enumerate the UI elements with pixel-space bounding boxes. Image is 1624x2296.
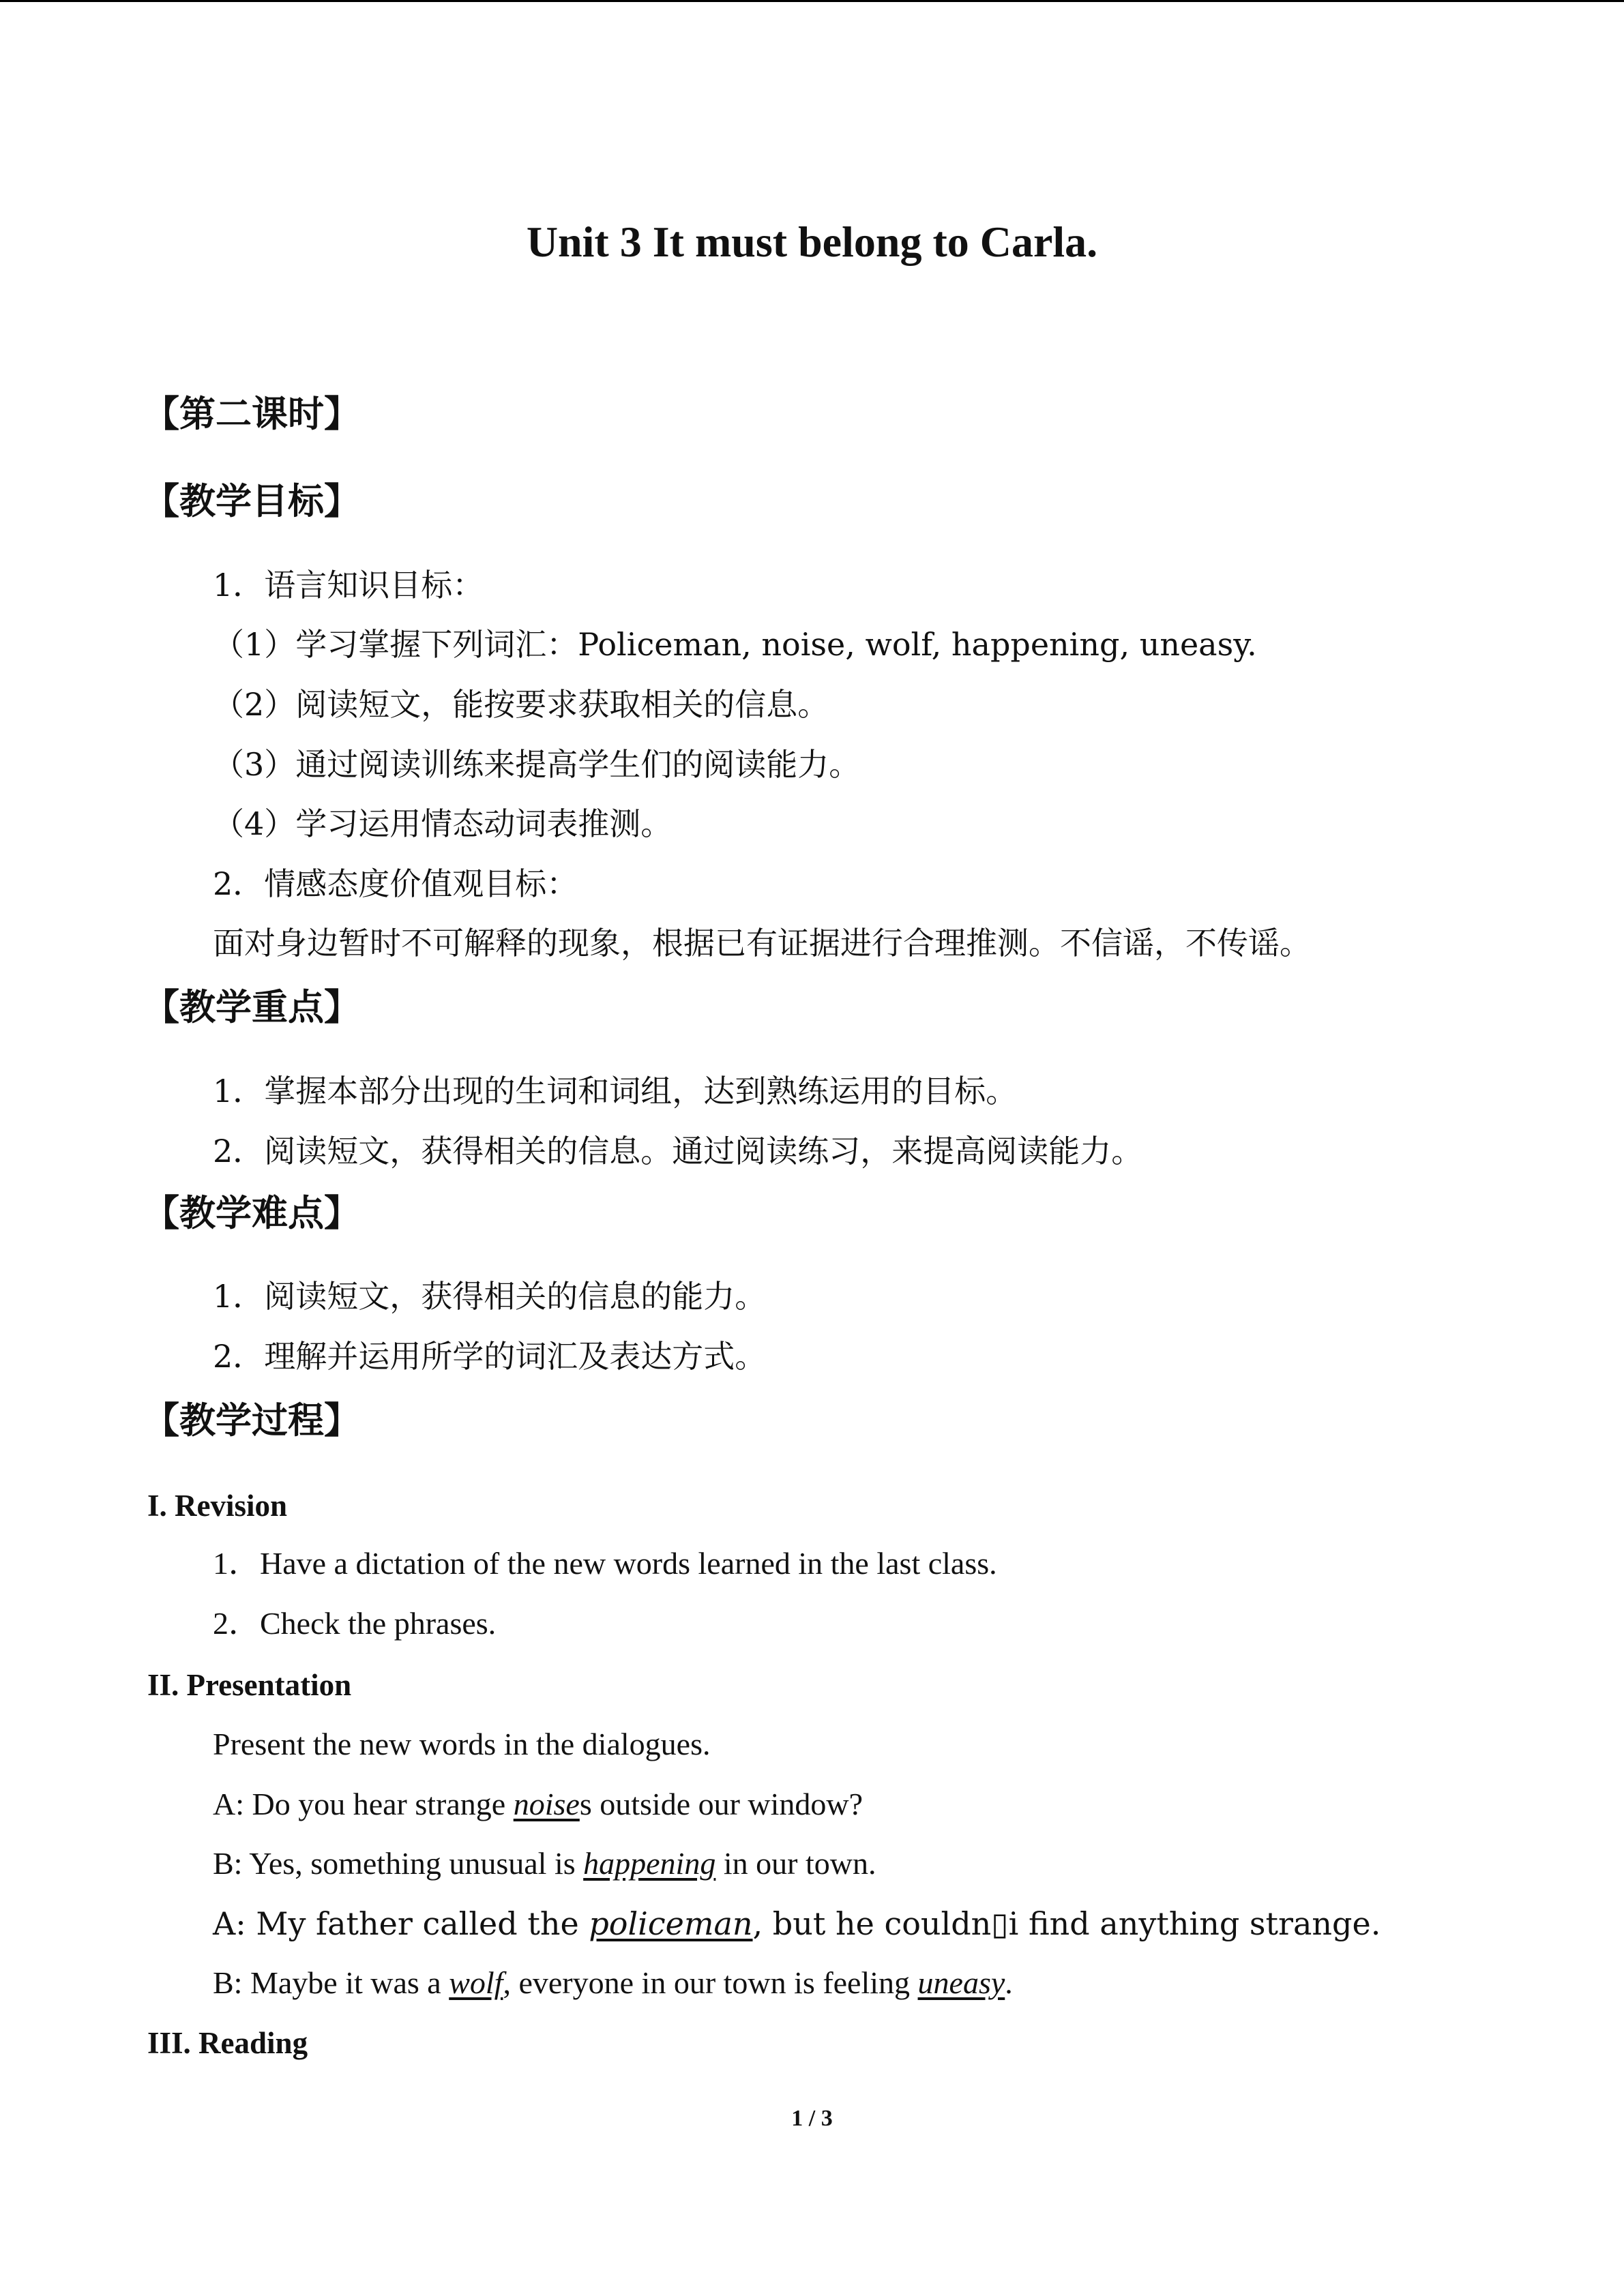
dialogue-text: B: Maybe it was a xyxy=(213,1965,449,2000)
section-key-points: 【教学重点】 xyxy=(143,987,360,1028)
difficulty-2: 2．理解并运用所学的词汇及表达方式。 xyxy=(213,1338,767,1375)
reading-heading: III. Reading xyxy=(147,2026,308,2060)
dialogue-text: , everyone in our town is feeling xyxy=(503,1965,918,2000)
section-process: 【教学过程】 xyxy=(143,1400,360,1442)
keyword-wolf: wolf xyxy=(449,1965,503,2000)
dialogue-text: s outside our window? xyxy=(579,1787,863,1821)
document-title: Unit 3 It must belong to Carla. xyxy=(526,218,1098,266)
revision-item-2: 2．Check the phrases. xyxy=(213,1606,497,1641)
presentation-heading: II. Presentation xyxy=(147,1668,352,1702)
dialogue-text: B: Yes, something unusual is xyxy=(213,1846,584,1881)
objective-sub-4: （4）学习运用情态动词表推测。 xyxy=(213,805,673,842)
dialogue-line-3 xyxy=(213,1903,1381,1944)
objective-sub-3: （3）通过阅读训练来提高学生们的阅读能力。 xyxy=(213,746,861,783)
section-lesson: 【第二课时】 xyxy=(143,393,360,435)
dialogue-line-2 xyxy=(213,1843,876,1884)
keyword-noise: noise xyxy=(513,1787,580,1821)
dialogue-line-4 xyxy=(213,1963,1013,2003)
difficulty-1: 1．阅读短文，获得相关的信息的能力。 xyxy=(213,1278,767,1315)
objective-item-2: 2．情感态度价值观目标： xyxy=(213,865,578,902)
objective-item-2-text: 面对身边暂时不可解释的现象，根据已有证据进行合理推测。不信谣，不传谣。 xyxy=(213,925,1311,961)
dialogue-text: in our town. xyxy=(715,1846,876,1881)
revision-item-1: 1．Have a dictation of the new words learned in the last class. xyxy=(213,1546,997,1581)
keyword-policeman: policeman xyxy=(589,1905,753,1942)
objective-sub-1: （1）学习掌握下列词汇：Policeman, noise, wolf, happening, uneasy. xyxy=(213,626,1257,663)
keyword-uneasy: uneasy xyxy=(917,1965,1005,2000)
section-objectives: 【教学目标】 xyxy=(143,481,360,522)
presentation-intro: Present the new words in the dialogues. xyxy=(213,1727,711,1761)
dialogue-line-1 xyxy=(213,1784,863,1825)
objective-item-1: 1．语言知识目标： xyxy=(213,567,484,603)
key-point-1: 1．掌握本部分出现的生词和词组，达到熟练运用的目标。 xyxy=(213,1073,1018,1109)
revision-heading: I. Revision xyxy=(147,1489,288,1523)
dialogue-text: A: My father called the xyxy=(213,1905,589,1942)
objective-sub-2: （2）阅读短文，能按要求获取相关的信息。 xyxy=(213,686,829,723)
dialogue-text: A: Do you hear strange xyxy=(213,1787,514,1821)
key-point-2: 2．阅读短文，获得相关的信息。通过阅读练习，来提高阅读能力。 xyxy=(213,1133,1143,1169)
dialogue-text: , but he couldn▯i find anything strange. xyxy=(752,1905,1381,1942)
section-difficulties: 【教学难点】 xyxy=(143,1193,360,1234)
page-number: 1 / 3 xyxy=(791,2106,833,2131)
dialogue-text: . xyxy=(1005,1965,1013,2000)
keyword-happening: happening xyxy=(583,1846,716,1881)
